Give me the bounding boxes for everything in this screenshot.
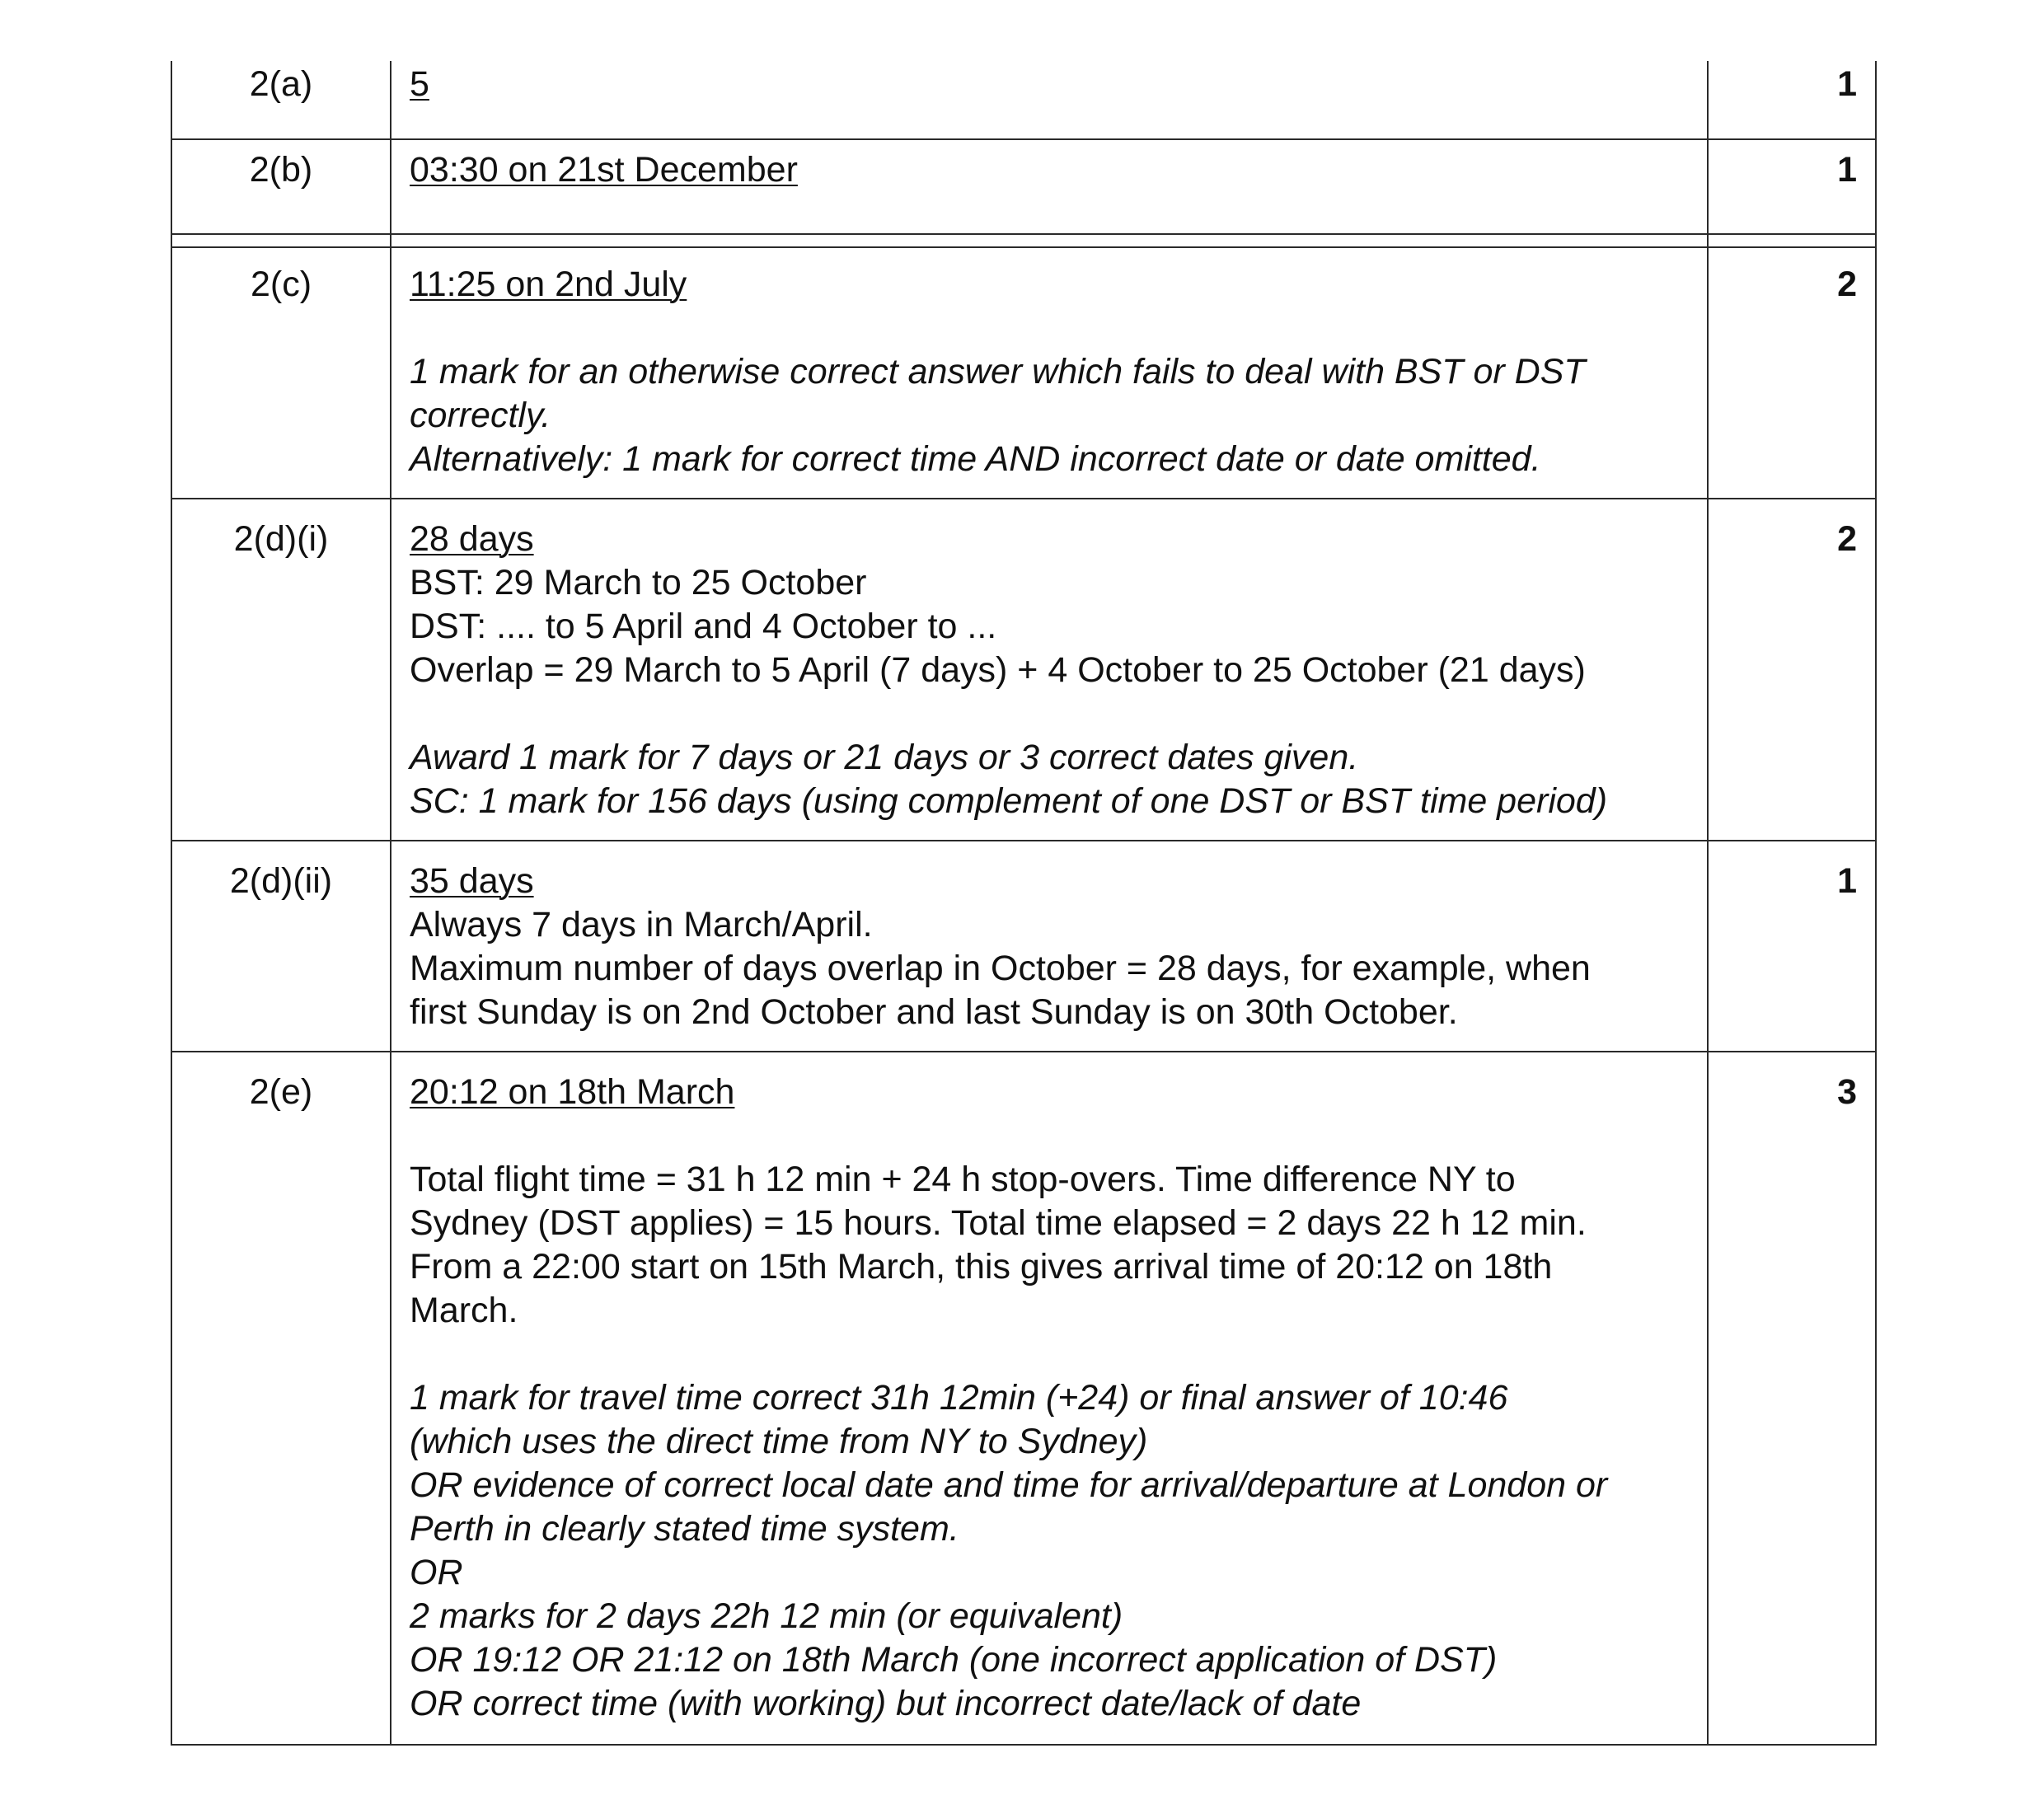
table-row	[171, 139, 1876, 234]
working-line: Sydney (DST applies) = 15 hours. Total time elapsed = 2 days 22 h 12 min.	[410, 1203, 1587, 1243]
divider-cell	[171, 234, 391, 247]
guidance-line: SC: 1 mark for 156 days (using complement of one DST or BST time period)	[410, 781, 1608, 821]
question-number: 2(d)(i)	[171, 499, 391, 841]
guidance-line: 1 mark for an otherwise correct answer which fails to deal with BST or DST	[410, 352, 1586, 391]
answer-cell	[391, 247, 1708, 499]
answer-cell	[391, 139, 1708, 234]
table-row	[171, 1052, 1876, 1745]
answer-text: 28 days	[410, 519, 534, 559]
guidance-line: Alternatively: 1 mark for correct time AND incorrect date or date omitted.	[410, 439, 1541, 479]
guidance-line: Perth in clearly stated time system.	[410, 1509, 959, 1549]
working-line: Always 7 days in March/April.	[410, 905, 873, 944]
divider-cell	[1708, 234, 1876, 247]
working-line: DST: .... to 5 April and 4 October to ...	[410, 607, 997, 646]
working-line: first Sunday is on 2nd October and last Sunday is on 30th October.	[410, 992, 1458, 1032]
answer-text: 11:25 on 2nd July	[410, 265, 687, 304]
working-line: BST: 29 March to 25 October	[410, 563, 867, 602]
answer-cell	[391, 499, 1708, 841]
marks-value: 1	[1708, 61, 1876, 139]
marks-value: 2	[1708, 499, 1876, 841]
working-line: From a 22:00 start on 15th March, this gives arrival time of 20:12 on 18th	[410, 1247, 1553, 1286]
working-line: Overlap = 29 March to 5 April (7 days) + 4 October to 25 October (21 days)	[410, 650, 1586, 690]
guidance-line: OR	[410, 1553, 463, 1592]
marks-value: 2	[1708, 247, 1876, 499]
table-row	[171, 499, 1876, 841]
answer-cell	[391, 1052, 1708, 1745]
working-line: March.	[410, 1291, 518, 1330]
answer-text: 35 days	[410, 861, 534, 901]
guidance-line: correctly.	[410, 396, 551, 435]
guidance-line: 1 mark for travel time correct 31h 12min (+24) or final answer of 10:46	[410, 1378, 1508, 1418]
question-number: 2(c)	[171, 247, 391, 499]
guidance-line: (which uses the direct time from NY to Sydney)	[410, 1422, 1148, 1461]
mark-scheme-sheet	[171, 61, 1875, 1746]
answer-text: 20:12 on 18th March	[410, 1072, 735, 1112]
question-number: 2(e)	[171, 1052, 391, 1745]
working-line: Total flight time = 31 h 12 min + 24 h stop-overs. Time difference NY to	[410, 1160, 1516, 1199]
table-row	[171, 841, 1876, 1052]
guidance-line: OR 19:12 OR 21:12 on 18th March (one incorrect application of DST)	[410, 1640, 1498, 1680]
question-number: 2(d)(ii)	[171, 841, 391, 1052]
mark-scheme-table	[171, 61, 1877, 1746]
divider-cell	[391, 234, 1708, 247]
question-number: 2(b)	[171, 139, 391, 234]
table-divider	[171, 234, 1876, 247]
answer-text: 03:30 on 21st December	[410, 150, 798, 190]
table-row	[171, 61, 1876, 139]
guidance-line: 2 marks for 2 days 22h 12 min (or equivalent)	[410, 1596, 1123, 1636]
table-row	[171, 247, 1876, 499]
guidance-line: OR evidence of correct local date and time for arrival/departure at London or	[410, 1465, 1608, 1505]
marks-value: 1	[1708, 841, 1876, 1052]
working-line: Maximum number of days overlap in October = 28 days, for example, when	[410, 949, 1591, 988]
question-number: 2(a)	[171, 61, 391, 139]
guidance-line: OR correct time (with working) but incorrect date/lack of date	[410, 1684, 1362, 1723]
guidance-line: Award 1 mark for 7 days or 21 days or 3 correct dates given.	[410, 738, 1359, 777]
answer-text: 5	[410, 64, 429, 104]
marks-value: 3	[1708, 1052, 1876, 1745]
marks-value: 1	[1708, 139, 1876, 234]
answer-cell	[391, 841, 1708, 1052]
answer-cell	[391, 61, 1708, 139]
